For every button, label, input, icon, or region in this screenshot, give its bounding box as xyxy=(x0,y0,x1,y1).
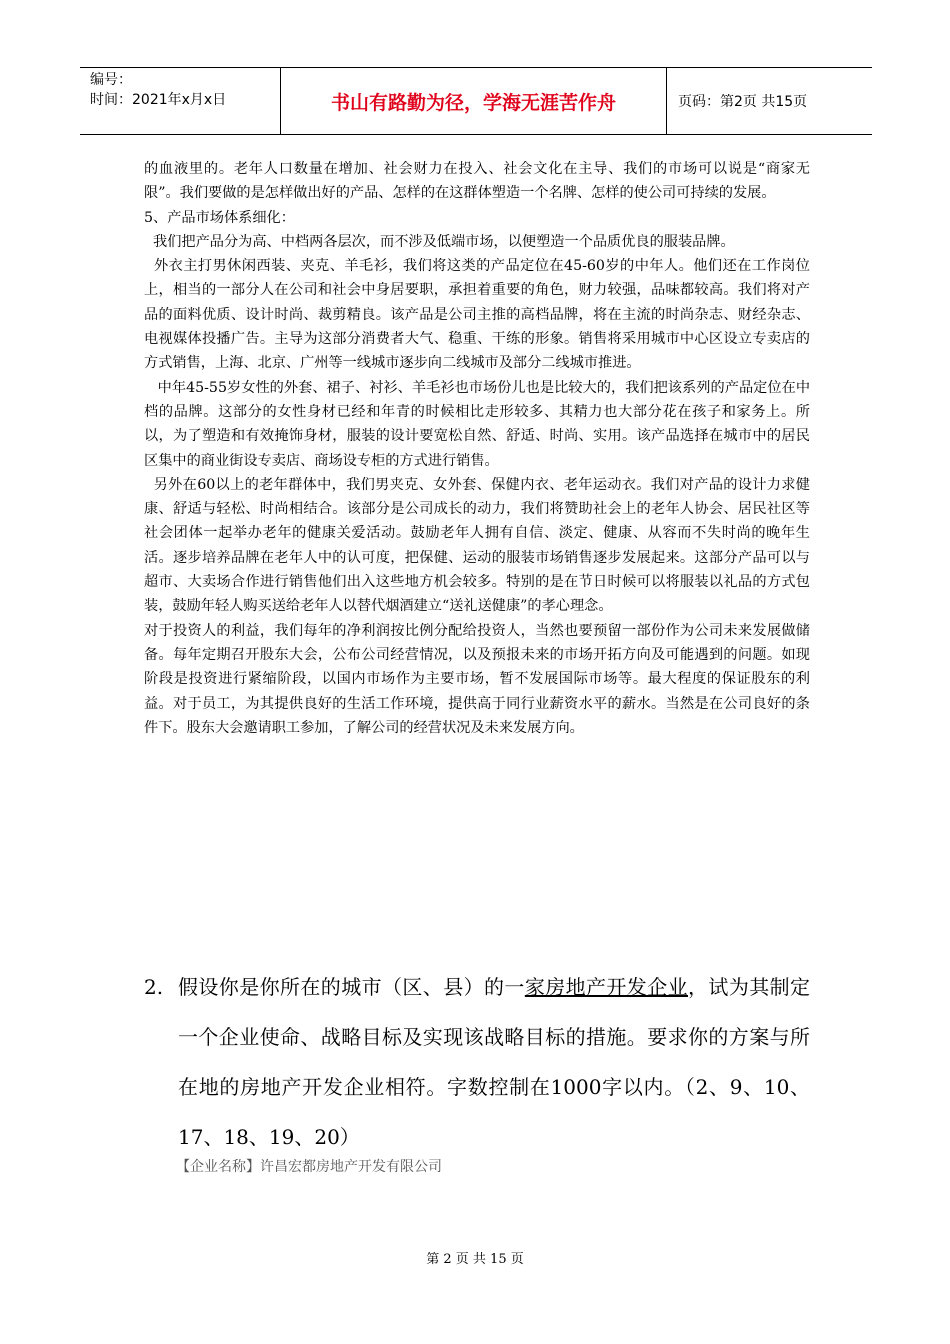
paragraph: 我们把产品分为高、中档两各层次，而不涉及低端市场，以便塑造一个品质优良的服装品牌。 xyxy=(144,233,735,250)
paragraph: 外衣主打男休闲西装、夹克、羊毛衫，我们将这类的产品定位在45-60岁的中年人。他们还在工作岗位上，相当的一部分人在公司和社会中身居要职，承担着重要的角色，财力较强，品味都较高。我们将对产品的面料优质、设计时尚、裁剪精良。该产品是公司主推的高档品牌，将在主流的时尚杂志、财经杂志、电视媒体投播广告。主导为这部分消费者大气、稳重、干练的形象。销售将采用城市中心区设立专卖店的方式销售，上海、北京、广州等一线城市逐步向二线城市及部分二线城市推进。 xyxy=(144,258,810,372)
company-name-line: 【企业名称】许昌宏都房地产开发有限公司 xyxy=(176,1159,442,1175)
page-footer: 第 2 页 共 15 页 xyxy=(426,1252,524,1267)
question-underlined-text: 家房地产开发企业 xyxy=(524,975,689,999)
paragraph: 的血液里的。老年人口数量在增加、社会财力在投入、社会文化在主导、我们的市场可以说是“商家无限”。我们要做的是怎样做出好的产品、怎样的在这群体塑造一个名牌、怎样的使公司可持续的发展。 xyxy=(144,161,810,202)
question-text xyxy=(178,962,810,1162)
page-header xyxy=(80,67,872,135)
document-number-label: 编号： xyxy=(90,72,132,88)
header-motto: 书山有路勤为径，学海无涯苦作舟 xyxy=(280,68,667,134)
header-page-number: 页码：第2页 共15页 xyxy=(678,94,808,110)
question-text-end: ，试为其制定一个企业使命、战略目标及实现该战略目标的措施。要求你的方案与所在地的房地产开发企业相符。字数控制在1000字以内。（2、9、10、17、18、19、20） xyxy=(178,975,811,1149)
document-date: 时间：2021年x月x日 xyxy=(90,92,227,108)
body-text xyxy=(144,157,810,740)
paragraph: 中年45-55岁女性的外套、裙子、衬衫、羊毛衫也市场份儿也是比较大的，我们把该系列的产品定位在中档的品牌。这部分的女性身材已经和年青的时候相比走形较多、其精力也大部分花在孩子和家务上。所以，为了塑造和有效掩饰身材，服装的设计要宽松自然、舒适、时尚、实用。该产品选择在城市中的居民区集中的商业街设专卖店、商场设专柜的方式进行销售。 xyxy=(144,379,811,469)
paragraph: 对于投资人的利益，我们每年的净利润按比例分配给投资人，当然也要预留一部份作为公司未来发展做储备。每年定期召开股东大会，公布公司经营情况，以及预报未来的市场开拓方向及可能遇到的问题。如现阶段是投资进行紧缩阶段，以国内市场作为主要市场，暂不发展国际市场等。最大程度的保证股东的利益。对于员工，为其提供良好的生活工作环境，提供高于同行业薪资水平的薪水。当然是在公司良好的条件下。股东大会邀请职工参加，了解公司的经营状况及未来发展方向。 xyxy=(144,622,810,736)
question-text-start: 假设你是你所在的城市（区、县）的一 xyxy=(178,975,525,999)
paragraph: 另外在60以上的老年群体中，我们男夹克、女外套、保健内衣、老年运动衣。我们对产品的设计力求健康、舒适与轻松、时尚相结合。该部分是公司成长的动力，我们将赞助社会上的老年人协会、居民社区等社会团体一起举办老年的健康关爱活动。鼓励老年人拥有自信、淡定、健康、从容而不失时尚的晚年生活。逐步培养品牌在老年人中的认可度，把保健、运动的服装市场销售逐步发展起来。这部分产品可以与超市、大卖场合作进行销售他们出入这些地方机会较多。特别的是在节日时候可以将服装以礼品的方式包装，鼓励年轻人购买送给老年人以替代烟酒建立“送礼送健康”的孝心理念。 xyxy=(144,476,810,615)
question-block xyxy=(144,962,810,1162)
section-heading: 5、产品市场体系细化： xyxy=(144,209,295,226)
question-number: 2. xyxy=(144,975,164,999)
header-meta xyxy=(90,70,280,110)
